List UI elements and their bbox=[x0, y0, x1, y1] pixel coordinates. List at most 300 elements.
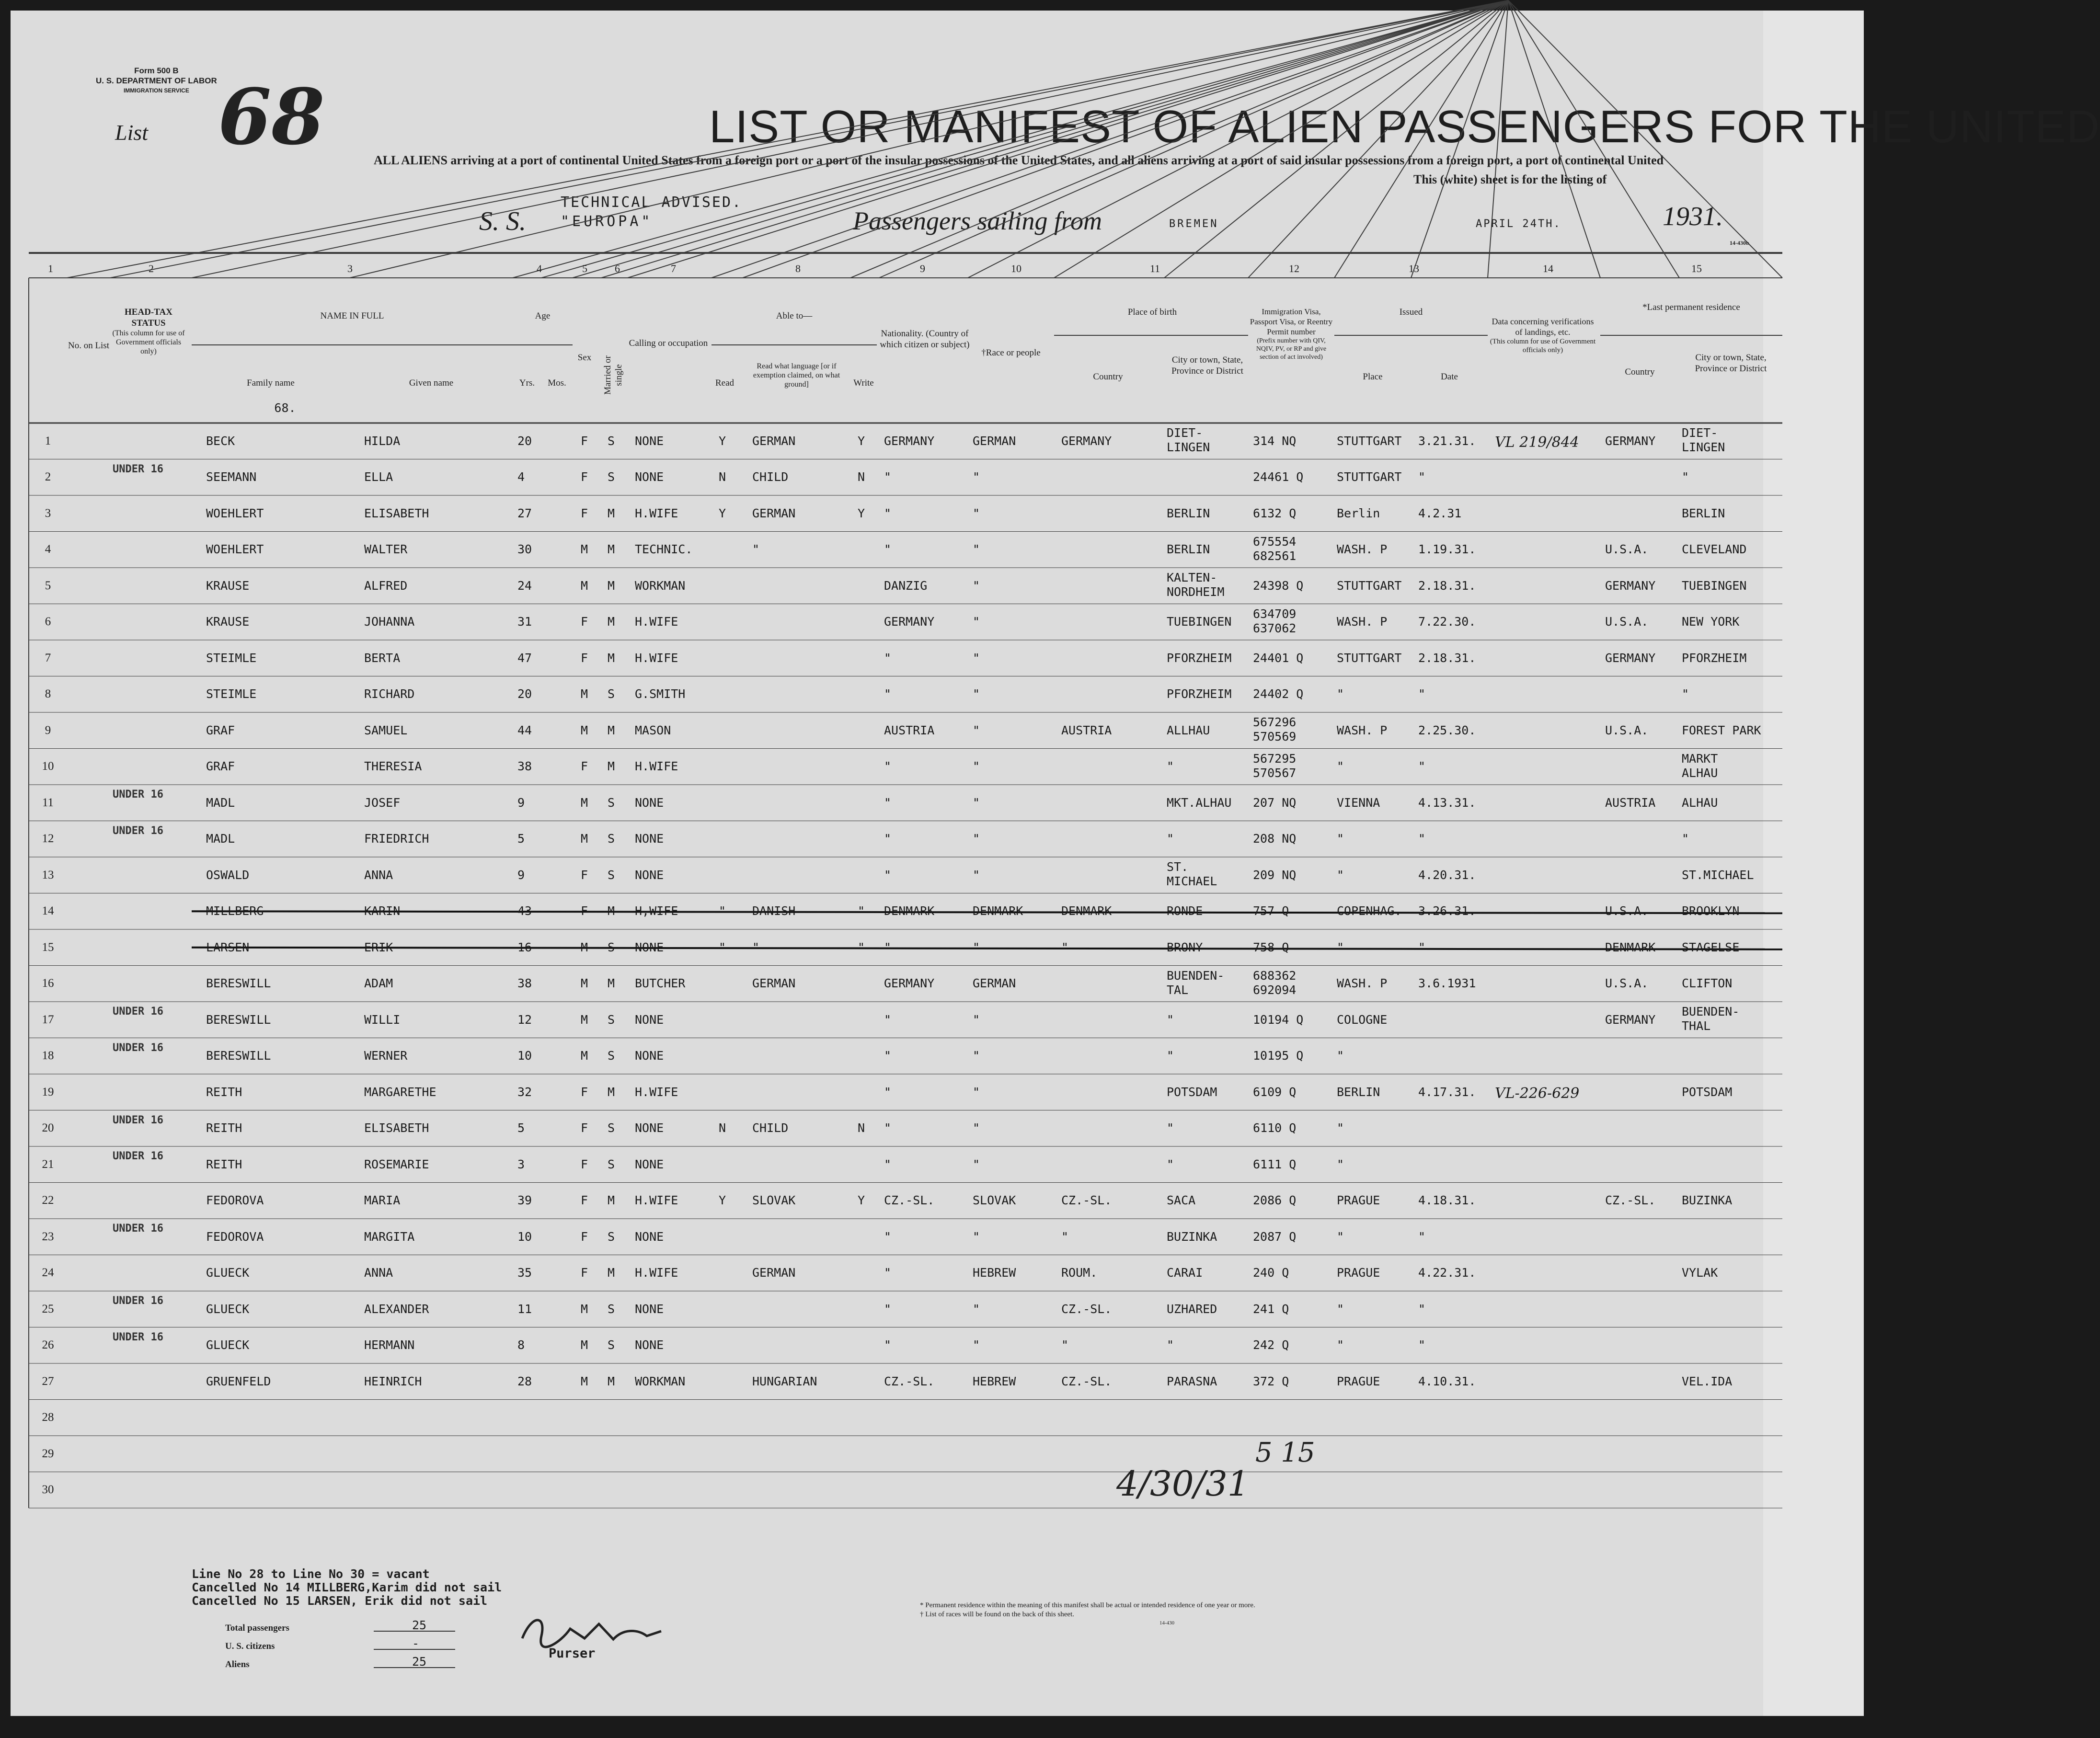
issued-date: " bbox=[1418, 940, 1426, 954]
residence-country: GERMANY bbox=[1605, 1012, 1656, 1027]
marital-status: S bbox=[608, 940, 615, 954]
column-number: 14 bbox=[1543, 263, 1553, 274]
occupation: NONE bbox=[635, 1302, 664, 1316]
column-number: 15 bbox=[1691, 263, 1702, 274]
birth-city: MKT.ALHAU bbox=[1167, 795, 1232, 810]
sex: F bbox=[581, 868, 588, 882]
visa-number: 314 NQ bbox=[1253, 434, 1297, 448]
marital-status: S bbox=[608, 1229, 615, 1244]
birth-city: BRONY bbox=[1167, 940, 1203, 954]
read-language: " bbox=[752, 542, 760, 557]
issued-date: " bbox=[1418, 1338, 1426, 1352]
residence-country: GERMANY bbox=[1605, 651, 1656, 665]
age-years: 30 bbox=[517, 542, 532, 557]
occupation: H.WIFE bbox=[635, 1085, 678, 1099]
vacant-note: Line No 28 to Line No 30 = vacant bbox=[192, 1567, 430, 1581]
can-read: " bbox=[719, 904, 726, 918]
visa-number: 567296 570569 bbox=[1253, 715, 1297, 743]
sex: M bbox=[581, 795, 588, 810]
visa-number: 209 NQ bbox=[1253, 868, 1297, 882]
aliens-label: Aliens bbox=[225, 1659, 250, 1669]
issued-date: " bbox=[1418, 1302, 1426, 1316]
sex: F bbox=[581, 759, 588, 774]
marital-status: M bbox=[608, 976, 615, 991]
issued-date: 4.17.31. bbox=[1418, 1085, 1476, 1099]
occupation: NONE bbox=[635, 1157, 664, 1171]
sex: F bbox=[581, 1266, 588, 1280]
given-name: ROSEMARIE bbox=[364, 1157, 429, 1171]
visa-number: 567295 570567 bbox=[1253, 751, 1297, 780]
grid-line bbox=[67, 0, 1508, 278]
residence-city: ST.MICHAEL bbox=[1682, 868, 1754, 882]
age-years: 35 bbox=[517, 1266, 532, 1280]
head-tax-status: UNDER 16 bbox=[113, 824, 163, 837]
sailing-label: Passengers sailing from bbox=[853, 206, 1102, 235]
department-name: U. S. DEPARTMENT OF LABOR bbox=[96, 76, 217, 85]
issued-date: 3.6.1931 bbox=[1418, 976, 1476, 991]
race: " bbox=[973, 470, 980, 484]
marital-status: M bbox=[608, 506, 615, 520]
visa-number: 10195 Q bbox=[1253, 1049, 1304, 1063]
head-tax-status: UNDER 16 bbox=[113, 1006, 163, 1018]
age-years: 38 bbox=[517, 976, 532, 991]
sex: F bbox=[581, 1121, 588, 1135]
nationality: AUSTRIA bbox=[884, 723, 935, 737]
residence-city: BROOKLYN bbox=[1682, 904, 1740, 918]
issued-place: BERLIN bbox=[1337, 1085, 1380, 1099]
marital-status: M bbox=[608, 1374, 615, 1388]
sex: M bbox=[581, 1338, 588, 1352]
issued-date: 4.20.31. bbox=[1418, 868, 1476, 882]
residence-city: " bbox=[1682, 687, 1689, 701]
marital-status: M bbox=[608, 1266, 615, 1280]
row-number: 3 bbox=[45, 506, 51, 520]
age-years: 39 bbox=[517, 1193, 532, 1208]
occupation: NONE bbox=[635, 868, 664, 882]
read-language: GERMAN bbox=[752, 434, 796, 448]
row-number: 1 bbox=[45, 434, 51, 447]
family-name: GLUECK bbox=[206, 1338, 250, 1352]
given-name: THERESIA bbox=[364, 759, 422, 774]
can-read: Y bbox=[719, 434, 726, 448]
issued-place: COLOGNE bbox=[1337, 1012, 1388, 1027]
issued-place: " bbox=[1337, 940, 1344, 954]
race: " bbox=[973, 795, 980, 810]
nationality: " bbox=[884, 651, 892, 665]
age-years: 16 bbox=[517, 940, 532, 954]
given-name: JOHANNA bbox=[364, 615, 415, 629]
birth-city: CARAI bbox=[1167, 1266, 1203, 1280]
age-years: 31 bbox=[517, 615, 532, 629]
name-header: NAME IN FULL bbox=[320, 311, 384, 321]
occupation: H.WIFE bbox=[635, 615, 678, 629]
sex: M bbox=[581, 1374, 588, 1388]
issued-date: 2.25.30. bbox=[1418, 723, 1476, 737]
age-header: Age bbox=[535, 311, 551, 321]
visa-number: 24461 Q bbox=[1253, 470, 1304, 484]
issued-date: 3.26.31. bbox=[1418, 904, 1476, 918]
footer-notes bbox=[192, 1567, 502, 1608]
can-write: Y bbox=[858, 434, 865, 448]
residence-city: NEW YORK bbox=[1682, 615, 1740, 629]
sex: M bbox=[581, 832, 588, 846]
age-years: 5 bbox=[517, 832, 525, 846]
visa-number: 24402 Q bbox=[1253, 687, 1304, 701]
race: " bbox=[973, 1338, 980, 1352]
marital-status: M bbox=[608, 651, 615, 665]
given-name: ANNA bbox=[364, 1266, 393, 1280]
visa-number: 10194 Q bbox=[1253, 1012, 1304, 1027]
family-name: OSWALD bbox=[206, 868, 250, 882]
nationality: " bbox=[884, 940, 892, 954]
residence-country: U.S.A. bbox=[1605, 542, 1649, 557]
birth-city: " bbox=[1167, 1012, 1174, 1027]
occupation: NONE bbox=[635, 1121, 664, 1135]
family-name: GRAF bbox=[206, 723, 235, 737]
race: HEBREW bbox=[973, 1374, 1016, 1388]
sex: M bbox=[581, 723, 588, 737]
birth-city: ST. MICHAEL bbox=[1167, 860, 1217, 888]
nationality: " bbox=[884, 759, 892, 774]
race: " bbox=[973, 759, 980, 774]
family-name: MADL bbox=[206, 795, 235, 810]
birth-city: TUEBINGEN bbox=[1167, 615, 1232, 629]
head-tax-status: UNDER 16 bbox=[113, 1223, 163, 1235]
calling-header: Calling or occupation bbox=[629, 338, 708, 348]
nationality: " bbox=[884, 868, 892, 882]
nationality: " bbox=[884, 1338, 892, 1352]
intro-text-continued: This (white) sheet is for the listing of bbox=[1413, 172, 1607, 186]
age-years: 27 bbox=[517, 506, 532, 520]
sailing-year: 1931. bbox=[1663, 202, 1723, 231]
grid-line bbox=[850, 0, 1508, 278]
read-language: GERMAN bbox=[752, 506, 796, 520]
birth-country-header: Country bbox=[1093, 372, 1123, 382]
occupation: MASON bbox=[635, 723, 671, 737]
given-name: JOSEF bbox=[364, 795, 401, 810]
given-name: RICHARD bbox=[364, 687, 415, 701]
marital-status: S bbox=[608, 795, 615, 810]
family-name: WOEHLERT bbox=[206, 542, 264, 557]
given-name: ELISABETH bbox=[364, 1121, 429, 1135]
handwritten-annotation: 5 15 bbox=[1255, 1437, 1315, 1468]
column-number: 5 bbox=[582, 263, 587, 274]
form-number: Form 500 B bbox=[134, 66, 179, 75]
marital-status: M bbox=[608, 542, 615, 557]
residence-city: PFORZHEIM bbox=[1682, 651, 1747, 665]
birth-city: PFORZHEIM bbox=[1167, 651, 1232, 665]
age-years: 9 bbox=[517, 868, 525, 882]
birth-city: " bbox=[1167, 1049, 1174, 1063]
birth-city: BUZINKA bbox=[1167, 1229, 1217, 1244]
issued-date-header: Date bbox=[1441, 372, 1458, 382]
residence-city: BUZINKA bbox=[1682, 1193, 1733, 1208]
residence-city: " bbox=[1682, 832, 1689, 846]
occupation: NONE bbox=[635, 1229, 664, 1244]
race: SLOVAK bbox=[973, 1193, 1016, 1208]
visa-number: 6110 Q bbox=[1253, 1121, 1297, 1135]
sex: M bbox=[581, 1012, 588, 1027]
issued-place: WASH. P bbox=[1337, 615, 1388, 629]
row-number: 24 bbox=[42, 1266, 54, 1280]
family-name: REITH bbox=[206, 1121, 242, 1135]
race: " bbox=[973, 578, 980, 593]
race: DENMARK bbox=[973, 904, 1023, 918]
issued-date: 7.22.30. bbox=[1418, 615, 1476, 629]
issued-place: WASH. P bbox=[1337, 976, 1388, 991]
total-passengers-value: 25 bbox=[412, 1618, 427, 1632]
row-number: 28 bbox=[42, 1411, 54, 1424]
issued-place: " bbox=[1337, 1121, 1344, 1135]
column-number: 11 bbox=[1150, 263, 1160, 274]
issued-date: " bbox=[1418, 687, 1426, 701]
race: " bbox=[973, 506, 980, 520]
place-of-birth-header: Place of birth bbox=[1127, 307, 1177, 317]
birth-city-header: City or town, State, Province or District bbox=[1171, 355, 1243, 376]
issued-date: " bbox=[1418, 759, 1426, 774]
visa-number: 208 NQ bbox=[1253, 832, 1297, 846]
port-of-departure: BREMEN bbox=[1169, 218, 1219, 230]
family-name: BECK bbox=[206, 434, 235, 448]
read-language: HUNGARIAN bbox=[752, 1374, 817, 1388]
read-language: SLOVAK bbox=[752, 1193, 796, 1208]
marital-status: M bbox=[608, 904, 615, 918]
column-number: 3 bbox=[347, 263, 353, 274]
sex-header: Sex bbox=[577, 353, 592, 363]
issued-place: STUTTGART bbox=[1337, 470, 1402, 484]
issued-place: VIENNA bbox=[1337, 795, 1380, 810]
occupation: NONE bbox=[635, 434, 664, 448]
marital-status: S bbox=[608, 1121, 615, 1135]
footnotes bbox=[920, 1601, 1255, 1619]
strikethrough-line bbox=[192, 948, 1782, 949]
given-name-header: Given name bbox=[409, 378, 454, 388]
can-read: " bbox=[719, 940, 726, 954]
nationality: " bbox=[884, 1157, 892, 1171]
birth-city: " bbox=[1167, 759, 1174, 774]
marital-status: S bbox=[608, 687, 615, 701]
column-number: 9 bbox=[920, 263, 925, 274]
given-name: ALFRED bbox=[364, 578, 408, 593]
birth-city: " bbox=[1167, 832, 1174, 846]
age-years: 8 bbox=[517, 1338, 525, 1352]
grid-line bbox=[573, 0, 1508, 278]
verification-data: VL-226-629 bbox=[1495, 1085, 1580, 1102]
occupation: H.WIFE bbox=[635, 651, 678, 665]
family-name-sub: 68. bbox=[274, 401, 296, 415]
residence-city: ALHAU bbox=[1682, 795, 1718, 810]
issued-date: " bbox=[1418, 832, 1426, 846]
family-name-header: Family name bbox=[247, 378, 295, 388]
visa-number: 758 Q bbox=[1253, 940, 1289, 954]
birth-country: ROUM. bbox=[1061, 1266, 1098, 1280]
family-name: REITH bbox=[206, 1157, 242, 1171]
family-name: BERESWILL bbox=[206, 1012, 271, 1027]
residence-city: " bbox=[1682, 470, 1689, 484]
race: " bbox=[973, 542, 980, 557]
birth-city: ALLHAU bbox=[1167, 723, 1210, 737]
row-number: 2 bbox=[45, 470, 51, 484]
birth-country: GERMANY bbox=[1061, 434, 1112, 448]
row-number: 22 bbox=[42, 1194, 54, 1207]
read-language: " bbox=[752, 940, 760, 954]
sex: F bbox=[581, 1193, 588, 1208]
last-residence-header: *Last permanent residence bbox=[1642, 302, 1740, 312]
given-name: BERTA bbox=[364, 651, 401, 665]
occupation: NONE bbox=[635, 1338, 664, 1352]
row-number: 7 bbox=[45, 651, 51, 664]
residence-country: AUSTRIA bbox=[1605, 795, 1656, 810]
residence-country: DENMARK bbox=[1605, 940, 1656, 954]
nationality: " bbox=[884, 1121, 892, 1135]
sex: F bbox=[581, 615, 588, 629]
row-number: 23 bbox=[42, 1230, 54, 1243]
visa-number: 24401 Q bbox=[1253, 651, 1304, 665]
nationality: CZ.-SL. bbox=[884, 1374, 935, 1388]
sex: M bbox=[581, 687, 588, 701]
column-number: 2 bbox=[149, 263, 154, 274]
married-header: Married or single bbox=[603, 355, 624, 395]
race: " bbox=[973, 940, 980, 954]
given-name: ADAM bbox=[364, 976, 393, 991]
cancelled-note-14: Cancelled No 14 MILLBERG,Karim did not sail bbox=[192, 1580, 502, 1594]
race: " bbox=[973, 1121, 980, 1135]
total-passengers-label: Total passengers bbox=[225, 1623, 289, 1633]
given-name: HILDA bbox=[364, 434, 401, 448]
read-language: GERMAN bbox=[752, 1266, 796, 1280]
can-write: Y bbox=[858, 1193, 865, 1208]
verification-data: VL 219/844 bbox=[1495, 434, 1579, 451]
issued-date: 4.13.31. bbox=[1418, 795, 1476, 810]
family-name: FEDOROVA bbox=[206, 1193, 264, 1208]
age-years: 44 bbox=[517, 723, 532, 737]
row-number: 9 bbox=[45, 723, 51, 737]
column-number: 10 bbox=[1011, 263, 1021, 274]
can-write: " bbox=[858, 904, 865, 918]
footer-code: 14-430 bbox=[1159, 1620, 1175, 1626]
visa-number: 207 NQ bbox=[1253, 795, 1297, 810]
family-name: REITH bbox=[206, 1085, 242, 1099]
form-code: 14-430b bbox=[1730, 240, 1749, 246]
given-name: ELISABETH bbox=[364, 506, 429, 520]
sex: M bbox=[581, 1302, 588, 1316]
grid-line bbox=[1508, 0, 1782, 278]
age-years: 12 bbox=[517, 1012, 532, 1027]
list-number: 68 bbox=[218, 72, 325, 162]
residence-country: GERMANY bbox=[1605, 578, 1656, 593]
row-number: 19 bbox=[42, 1085, 54, 1098]
row-number: 13 bbox=[42, 868, 54, 881]
residence-country: U.S.A. bbox=[1605, 615, 1649, 629]
can-read: N bbox=[719, 470, 726, 484]
issued-place: WASH. P bbox=[1337, 542, 1388, 557]
residence-city: BERLIN bbox=[1682, 506, 1725, 520]
read-language: DANISH bbox=[752, 904, 796, 918]
age-years: 20 bbox=[517, 687, 532, 701]
write-header: Write bbox=[853, 378, 874, 388]
residence-city: CLEVELAND bbox=[1682, 542, 1747, 557]
head-tax-status: UNDER 16 bbox=[113, 789, 163, 800]
visa-number: 6132 Q bbox=[1253, 506, 1297, 520]
column-number: 13 bbox=[1409, 263, 1419, 274]
handwritten-date: 4/30/31 bbox=[1116, 1464, 1250, 1504]
occupation: WORKMAN bbox=[635, 1374, 686, 1388]
ship-note: TECHNICAL ADVISED. bbox=[561, 194, 743, 211]
age-years: 47 bbox=[517, 651, 532, 665]
row-number: 29 bbox=[42, 1447, 54, 1460]
residence-city: MARKT ALHAU bbox=[1682, 751, 1718, 780]
race: GERMAN bbox=[973, 434, 1016, 448]
can-write: Y bbox=[858, 506, 865, 520]
given-name: WERNER bbox=[364, 1049, 408, 1063]
occupation: H.WIFE bbox=[635, 759, 678, 774]
family-name: STEIMLE bbox=[206, 687, 257, 701]
able-to-header: Able to— bbox=[776, 311, 813, 321]
read-language: CHILD bbox=[752, 470, 789, 484]
row-number: 25 bbox=[42, 1302, 54, 1315]
page-title: LIST OR MANIFEST OF ALIEN PASSENGERS FOR THE UNITED bbox=[709, 101, 2100, 152]
sex: F bbox=[581, 904, 588, 918]
row-number: 12 bbox=[42, 832, 54, 846]
res-city-header: City or town, State, Province or District bbox=[1695, 353, 1767, 374]
residence-city: CLIFTON bbox=[1682, 976, 1733, 991]
family-name: WOEHLERT bbox=[206, 506, 264, 520]
occupation: H.WIFE bbox=[635, 506, 678, 520]
occupation: H,WIFE bbox=[635, 904, 678, 918]
issued-date: 4.22.31. bbox=[1418, 1266, 1476, 1280]
grid-line bbox=[513, 0, 1508, 278]
marital-status: M bbox=[608, 1193, 615, 1208]
race: " bbox=[973, 1302, 980, 1316]
birth-city: POTSDAM bbox=[1167, 1085, 1217, 1099]
row-number: 21 bbox=[42, 1157, 54, 1171]
sex: F bbox=[581, 434, 588, 448]
race: HEBREW bbox=[973, 1266, 1016, 1280]
age-years: 10 bbox=[517, 1229, 532, 1244]
grid-line bbox=[1248, 0, 1508, 278]
race: " bbox=[973, 832, 980, 846]
grid-line bbox=[879, 0, 1508, 278]
issued-place: " bbox=[1337, 687, 1344, 701]
occupation: NONE bbox=[635, 832, 664, 846]
family-name: GLUECK bbox=[206, 1266, 250, 1280]
birth-city: PARASNA bbox=[1167, 1374, 1217, 1388]
issued-place: STUTTGART bbox=[1337, 434, 1402, 448]
column-number: 1 bbox=[48, 263, 53, 274]
head-tax-status: UNDER 16 bbox=[113, 463, 163, 475]
can-read: N bbox=[719, 1121, 726, 1135]
issued-place: " bbox=[1337, 1049, 1344, 1063]
mos-header: Mos. bbox=[548, 378, 566, 388]
issued-place: WASH. P bbox=[1337, 723, 1388, 737]
nationality: DANZIG bbox=[884, 578, 928, 593]
data-concerning-header: Data concerning verifications of landings, etc. (This column for use of Government officials only) bbox=[1490, 317, 1596, 354]
family-name: BERESWILL bbox=[206, 1049, 271, 1063]
head-tax-status: UNDER 16 bbox=[113, 1041, 163, 1054]
column-number: 6 bbox=[615, 263, 620, 274]
birth-country: " bbox=[1061, 1338, 1069, 1352]
us-citizens-label: U. S. citizens bbox=[225, 1641, 275, 1651]
sex: M bbox=[581, 940, 588, 954]
ship-name: "EUROPA" bbox=[561, 213, 653, 230]
sex: F bbox=[581, 1229, 588, 1244]
birth-city: RONDE bbox=[1167, 904, 1203, 918]
occupation: NONE bbox=[635, 1049, 664, 1063]
purser-label: Purser bbox=[549, 1646, 596, 1661]
head-tax-status: UNDER 16 bbox=[113, 1114, 163, 1126]
residence-country: GERMANY bbox=[1605, 434, 1656, 448]
marital-status: M bbox=[608, 578, 615, 593]
